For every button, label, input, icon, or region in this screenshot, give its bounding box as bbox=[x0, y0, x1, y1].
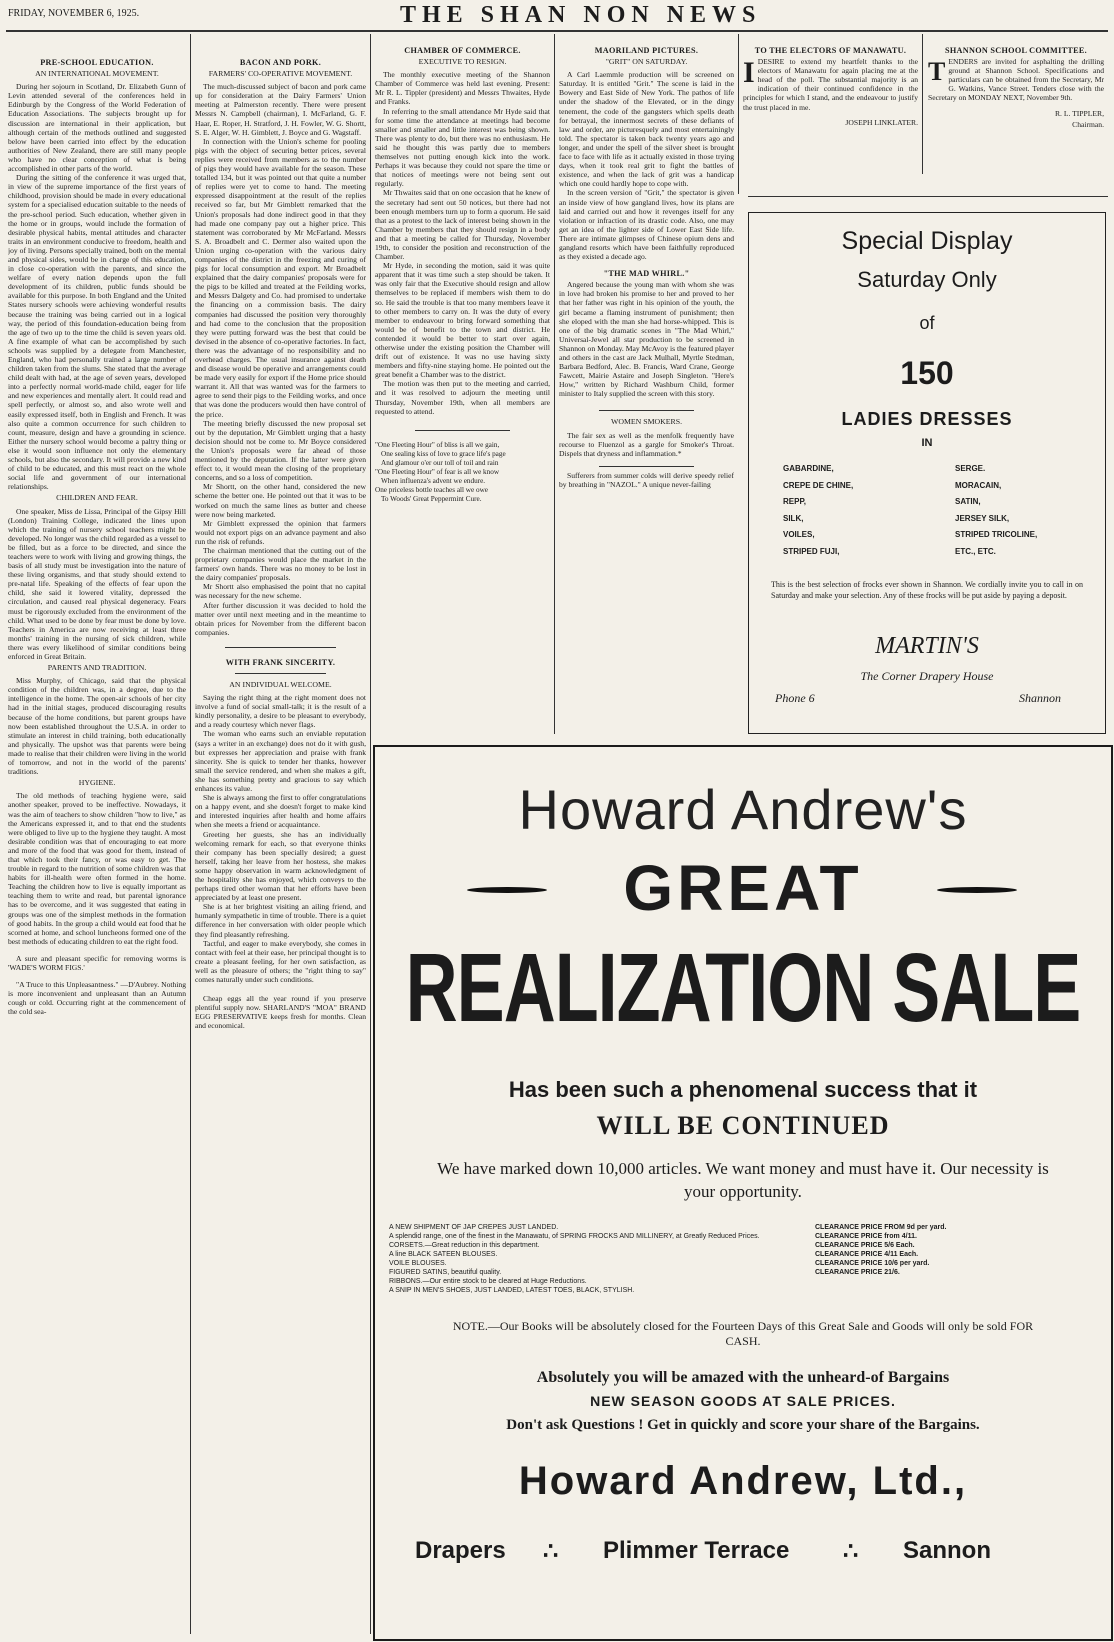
column-divider bbox=[554, 34, 555, 734]
fabric-list-right bbox=[955, 461, 1037, 560]
paragraph: The much-discussed subject of bacon and pork came up for consideration at the Dairy Farmers' Union meeting at Palmerston recently. There were present Messrs N. Campbell (chairman), I. McFarland, G. F. Haar, E. Roper, H. Stratford, J. H. Fowler, W. G. Shortt, S. E. Alger, W. H. Gimblett, J. Boyce and G. Wagstaff. bbox=[195, 82, 366, 137]
column-divider bbox=[370, 34, 371, 1634]
poem-line: "One Fleeting Hour" of fear is all we know bbox=[375, 467, 500, 476]
sale-price: CLEARANCE PRICE from 4/11. bbox=[815, 1233, 917, 1240]
masthead: THE SHAN NON NEWS bbox=[400, 2, 762, 28]
sale-item: CORSETS.—Great reduction in this department. bbox=[389, 1242, 540, 1249]
article-title: WITH FRANK SINCERITY. bbox=[225, 657, 336, 667]
sale-item: A line BLACK SATEEN BLOUSES. bbox=[389, 1251, 498, 1258]
article-chamber-of-commerce bbox=[375, 42, 550, 742]
sale-amazed: Absolutely you will be amazed with the unheard-of Bargains bbox=[536, 1369, 950, 1386]
sale-price: CLEARANCE PRICE FROM 9d per yard. bbox=[815, 1224, 947, 1231]
store-tagline: The Corner Drapery House bbox=[860, 669, 994, 683]
section-rule bbox=[748, 196, 1108, 197]
notice-title: TO THE ELECTORS OF MANAWATU. bbox=[754, 46, 907, 55]
poem-line: One sealing kiss of love to grace life's page bbox=[381, 449, 506, 458]
drop-cap: I bbox=[743, 56, 755, 90]
article-maoriland-pictures bbox=[559, 42, 734, 742]
advert-egg-preservative: Cheap eggs all the year round if you preserve plentiful supply now. SHARLAND'S "MOA" BRAND EGG PRESERVATIVE keeps fresh for months. Clean and economical. bbox=[195, 994, 366, 1031]
paragraph: Mr Shortt, on the other hand, considered the new scheme the better one. He pointed out that it was to be worked on much the same lines as butter and cheese were now being marketed. bbox=[195, 482, 366, 519]
sale-price: CLEARANCE PRICE 5/6 Each. bbox=[815, 1242, 915, 1249]
fabric-item: CREPE DE CHINE, bbox=[783, 480, 854, 490]
fabric-item: GABARDINE, bbox=[783, 464, 834, 473]
paragraph: The monthly executive meeting of the Shannon Chamber of Commerce was held last evening. Present: Mr R. L. Tippler (president) and Messrs Thwaites, Hyde and Franks. bbox=[375, 70, 550, 107]
paragraph: In connection with the Union's scheme for pooling pigs with the object of securing better prices, several replies were received from members as to the number of pigs they would have available for the season. These totalled 134, but it was pointed out that quite a number of replies were yet to come to hand. The meeting expressed disappointment at the result of the replies received so far, but Mr Gimblett remarked that the Union's proposals had done indirect good in that they had made one company pay out a higher price. This statement was corroborated by Mr McFarland. Messrs S. A. Broadbelt and C. Dermer also waited upon the Union urging co-operation with the various dairy companies of the district in the freezing and curing of pigs for local consumption and export. Mr Broadbelt explained that the dairy companies' proposals were for the pigs to be killed and treated at the Feilding works, and Messrs Dalgety and Co. had promised to undertake the financing on a commission basis. The dairy companies had discussed the position very thoroughly and had come to the conclusion that the proposition they were putting forward was the best that could be devised in the absence of co-operative factories. In fact, there was the advantage of no responsibility and no overhead charges. The usual insurance against death and disease would be operative and arrangements could be made very easily for export if the Home price should warrant it. All that was wanted was for the farmers to agree to send their pigs to the Feilding works, and once that was done the producers would then have control of the price. bbox=[195, 136, 366, 419]
article-subtitle: AN INTERNATIONAL MOVEMENT. bbox=[35, 69, 159, 79]
paragraph: Angered because the young man with whom she was in love had broken his promise to her and proved to her that her father was right in his opinion of the youth, the girl became a flaming instrument of punishment; then she eloped with the man she had horse-whipped. This is one of the big dramatic scenes in "The Mad Whirl," Universal-Jewel all star production to be screened in Shannon on Monday. May McAvoy is the featured player and others in the cast are Jack Mulhall, Myrtle Stedman, Barbara Bedford, Alec. B. Francis, Ward Crane, George Fawcett, Mairie Astaire and Joseph Singleton. "Here's How," written by Richard Washburn Child, former minister to Italy supplied the screen with this story. bbox=[559, 280, 734, 399]
notice-electors bbox=[743, 42, 918, 192]
paragraph: The motion was then put to the meeting and carried, and it was resolved to adjourn the meeting until Thursday, November 19th, when all members are requested to attend. bbox=[375, 379, 550, 416]
paragraph: A Carl Laemmle production will be screened on Saturday. It is entitled "Grit." The scene is laid in the Bowery and East Side of New York. The pathos of life under the shadow of the Elevated, or in the dingy tenement, the code of the gangsters which spells death for betrayal, the innermost secrets of these defiants of law and order, are picturesquely and most entertainingly told. The spectator is taken back twenty years ago and longer, and under the spell of the silver sheet is brought face to face with life as it actually existed in those trying days, when it took real grit to fight the battles of existence, and when the lack of grit was a handicap which one could hardly hope to cope with. bbox=[559, 70, 734, 189]
advert-worm-figs: A sure and pleasant specific for removing worms is 'WADE'S WORM FIGS.' bbox=[8, 953, 186, 972]
fabric-item: SATIN, bbox=[955, 497, 981, 506]
store-name: Howard Andrew's bbox=[518, 778, 968, 841]
advert-heading: LADIES DRESSES bbox=[841, 409, 1013, 429]
advert-note: This is the best selection of frocks ever shown in Shannon. We cordially invite you to call in on Saturday and make your selection. Any of these frocks will be put aside by paying a deposit. bbox=[771, 580, 1083, 600]
article-title: CHAMBER OF COMMERCE. bbox=[404, 46, 521, 55]
paragraph: Saying the right thing at the right moment does not involve a fund of social small-talk; it is the result of a kindly personality, a desire to be pleasant to everybody, and a ready courtesy which never flags. bbox=[195, 693, 366, 730]
paragraph: During her sojourn in Scotland, Dr. Elizabeth Gunn of Levin attended several of the conferences held in Edinburgh by the Congress of the World Federation of Education Associations. The subjects brought up for discussion are international in their application, but although certain of the methods outlined and suggested below have been carried into effect by the education authorities of New Zealand, there are still many people who have no clear conception of what is being accomplished in other parts of the world. bbox=[8, 82, 186, 174]
paragraph: She is at her brightest visiting an ailing friend, and humanly sympathetic in time of trouble. There is a quiet difference in her conversation with older people which they find pleasantly refreshing. bbox=[195, 902, 366, 939]
article-separator bbox=[415, 430, 510, 431]
firm-town: Sannon bbox=[903, 1537, 991, 1564]
separator-glyph: ∴ bbox=[543, 1539, 559, 1565]
poem-line: "One Fleeting Hour" of bliss is all we gain, bbox=[375, 440, 500, 449]
sale-success: Has been such a phenomenal success that it bbox=[508, 1077, 978, 1102]
fabric-item: SERGE. bbox=[955, 464, 986, 473]
sale-continued: WILL BE CONTINUED bbox=[596, 1111, 890, 1140]
sale-marked-down: We have marked down 10,000 articles. We want money and must have it. Our necessity is your opportunity. bbox=[437, 1159, 1049, 1201]
sale-great: GREAT bbox=[623, 852, 863, 924]
sale-price: CLEARANCE PRICE 21/6. bbox=[815, 1269, 900, 1276]
fabric-item: JERSEY SILK, bbox=[955, 513, 1010, 523]
paragraph: The meeting briefly discussed the new proposal set out by the deputation, Mr Gimblett urging that a hasty decision should not be come to. Mr Boyce considered the Union's proposals were far ahead of those mentioned by the deputation. If the latter were given effect to, it would mean the closing of the proprietary concerns, and so a loss of competition. bbox=[195, 418, 366, 483]
paragraph: The woman who earns such an enviable reputation (says a writer in an exchange) does not do it with gush, but expresses her appreciation and praise with frank sincerity. She is quick to tender her thanks, however small the service rendered, and when she makes a gift, she has something pretty and gracious to say which enhances its value. bbox=[195, 729, 366, 794]
notice-school-committee bbox=[928, 42, 1104, 192]
advert-text: IN bbox=[921, 437, 933, 449]
separator-glyph: ∴ bbox=[843, 1539, 859, 1565]
poem-line: To Woods' Great Peppermint Cure. bbox=[381, 494, 482, 503]
firm-name: Howard Andrew, Ltd., bbox=[518, 1459, 968, 1503]
paragraph: Mr Thwaites said that on one occasion that he knew of the secretary had sent out 50 notices, but there had not been enough members turn up to form a quorum. He said that as a protest to the lack of interest being shown in the Chamber by members that they should resign in a body and that a meeting be called for Thursday, November 19th, to consider the position and reconstruction of the Chamber. bbox=[375, 188, 550, 262]
paragraph: The old methods of teaching hygiene were, said another speaker, proved to be ineffective. Nowadays, it was the aim of teachers to show children "how to live," as the Americans expressed it, and to that end the students were obliged to live up to the hygiene they taught. A most desirable condition was that of encouraging to eat more and more of the food that was good for them, instead of that which took their fancy, or was easy to get. The trouble in regard to the nutrition of some children was that habits for ill-health were often formed in the home. Teaching the children how to live is equally important as teaching them to write and read, but parental ignorance has to be overcome, and it was suggested that eating in groups was one of the simplest methods in the formation of good habits. In the group a child would eat food that he scorned at home, and school luncheons formed one of the best methods of educating children to eat the right food. bbox=[8, 791, 186, 946]
notice-title: SHANNON SCHOOL COMMITTEE. bbox=[945, 46, 1087, 55]
sale-dont-ask: Don't ask Questions ! Get in quickly and score your share of the Bargains. bbox=[506, 1417, 980, 1433]
paragraph: One speaker, Miss de Lissa, Principal of the Gipsy Hill (London) Training College, indicated the lines upon which the training of nursery school teachers might be developed. No longer was the child regarded as a vessel to be filled, but as a force to be directed, and since the teachers were to work with living and growing things, the basis of all study must be investigation into the nature of these living organisms, and that study should extend to pre-natal life. Speaking of the effects of fear upon the child, she said it lowered vitality, depressed the circulation, and caused real physical degeneracy. Fears must be rigorously excluded from the environment of the child. What used to be done by fear must be done by love. Teachers in America are now receiving at least three months' training in the nursing of sick children, while there was every likelihood of similar conditions being enforced in Great Britain. bbox=[8, 506, 186, 661]
drop-cap: T bbox=[928, 57, 946, 87]
fabric-list-left bbox=[783, 461, 853, 560]
advert-realization-sale bbox=[373, 745, 1113, 1641]
dress-count: 150 bbox=[900, 355, 954, 391]
article-title: WOMEN SMOKERS. bbox=[610, 417, 683, 427]
notice-signature-title: Chairman. bbox=[1072, 119, 1104, 129]
store-phone: Phone 6 bbox=[775, 691, 815, 705]
advert-heading: Special Display bbox=[841, 227, 1013, 255]
paragraph: The fair sex as well as the menfolk frequently have recourse to Fluenzol as a gargle for Smoker's Throat. Dispels that dryness and inflammation.* bbox=[559, 430, 734, 458]
article-subtitle: "GRIT" ON SATURDAY. bbox=[605, 57, 688, 67]
article-title: BACON AND PORK. bbox=[239, 58, 322, 67]
article-subtitle: FARMERS' CO-OPERATIVE MOVEMENT. bbox=[208, 69, 353, 79]
fabric-item: MORACAIN, bbox=[955, 480, 1002, 490]
sale-item: VOILE BLOUSES. bbox=[389, 1260, 447, 1267]
article-separator bbox=[225, 647, 336, 648]
paragraph: Tactful, and eager to make everybody, she comes in contact with feel at their ease, her principal thought is to create a pleasant feeling, for her own satisfaction, as well as the pleasure of others; the "right thing to say" comes naturally under such conditions. bbox=[195, 938, 366, 984]
fabric-item: SILK, bbox=[783, 513, 804, 523]
sale-item: RIBBONS.—Our entire stock to be cleared at Huge Reductions. bbox=[389, 1278, 587, 1285]
sale-price: CLEARANCE PRICE 4/11 Each. bbox=[815, 1251, 919, 1258]
advert-heading: Saturday Only bbox=[857, 267, 997, 292]
paragraph: She is always among the first to offer congratulations on a happy event, and she doesn't forget to make kind and interested inquiries after health and home affairs when she meets a friend or acquaintance. bbox=[195, 793, 366, 830]
paragraph: Mr Gimblett expressed the opinion that farmers would not export pigs on an advance payment and also run the risk of refunds. bbox=[195, 518, 366, 546]
advert-nazol: Sufferers from summer colds will derive speedy relief by breathing in "NAZOL." A unique never-failing bbox=[559, 470, 734, 489]
article-bacon-and-pork bbox=[195, 54, 366, 1639]
paragraph: Greeting her guests, she has an individually welcoming remark for each, so that everyone thinks their company has been specially desired; a guest herself, taking her leave from her hostess, she makes some happy observation in warm acknowledgment of the hospitality she has enjoyed, which conveys to the perhaps tired other woman that her efforts have been appreciated by at least one present. bbox=[195, 829, 366, 903]
sale-note: NOTE.—Our Books will be absolutely closed for the Fourteen Days of this Great Sale and Goods will only be sold FOR CASH. bbox=[452, 1319, 1034, 1348]
sale-item: A splendid range, one of the finest in the Manawatu, of SPRING FROCKS AND MILLINERY, at Greatly Reduced Prices. bbox=[389, 1233, 760, 1240]
fabric-item: STRIPED TRICOLINE, bbox=[955, 530, 1038, 539]
paragraph: The chairman mentioned that the cutting out of the proprietary companies would place the market in the farmers' own hands. There was no money to be lost in the dairy companies' proposals. bbox=[195, 545, 366, 583]
notice-signature: JOSEPH LINKLATER. bbox=[845, 117, 918, 127]
sale-item: A SNIP IN MEN'S SHOES, JUST LANDED, LATEST TOES, BLACK, STYLISH. bbox=[389, 1287, 635, 1294]
paragraph: In the screen version of "Grit," the spectator is given an inside view of how gangland lives, how its plans are laid and carried out and how it revenges itself for any violation or infraction of its drastic code. Also, one may get an idea of the lighter side of Lower East Side life. There are intimate glimpses of Chinese opium dens and gangland resorts which have been faithfully reproduced as they existed a decade ago. bbox=[559, 188, 734, 262]
poem-line: One priceless bottle teaches all we owe bbox=[375, 485, 488, 494]
paragraph: In referring to the small attendance Mr Hyde said that for some time the attendance at meetings had become smaller and smaller and little interest was being shown. There was plenty to do, but there was no enthusiasm. He said he thought this was partly due to members themselves not putting enough kick into the work. Perhaps it was because they could not spare the time or that notices of meetings were not being sent out regularly. bbox=[375, 106, 550, 189]
advert-peppermint-cure bbox=[375, 441, 550, 504]
article-title: PRE-SCHOOL EDUCATION. bbox=[40, 58, 154, 67]
poem-line: When influenza's advent we endure. bbox=[381, 476, 486, 485]
paragraph: Mr Shortt also emphasised the point that no capital was necessary for the new scheme. bbox=[195, 582, 366, 601]
issue-date: FRIDAY, NOVEMBER 6, 1925. bbox=[8, 8, 140, 19]
notice-body: DESIRE to extend my heartfelt thanks to the electors of Manawatu for again placing me at the head of the poll. The substantial majority is an indication of their continued confidence in the principles for which I stand, and the endeavour to justify the trust placed in me. bbox=[743, 57, 918, 112]
column-divider bbox=[738, 34, 739, 194]
article-separator bbox=[599, 410, 694, 411]
fabric-item: STRIPED FUJI, bbox=[783, 546, 840, 556]
sale-new-season: NEW SEASON GOODS AT SALE PRICES. bbox=[590, 1393, 896, 1409]
notice-signature: R. L. TIPPLER, bbox=[1054, 108, 1104, 118]
paragraph: Miss Murphy, of Chicago, said that the physical condition of the children was, in a degree, due to the intelligence in the home. The open-air schools of her city had in the initial stages, produced discouraging results because of the home conditions, but parent groups have now been established throughout the U.S.A. in order to stimulate an interest in child training, both educationally and physically. The upshot was that parents were being made to realise that their children were living in the world of tomorrow, and not in the world of the parents' traditions. bbox=[8, 676, 186, 777]
paragraph: Mr Hyde, in seconding the motion, said it was quite apparent that it was time such a step should be taken. It was only fair that the Executive should resign and allow themselves to be replaced if members wish them to do so. He said the trouble is that too many members leave it to other members to carry on. It was the duty of every member to endeavour to bring forward something that would be of benefit to the town and district. He contended it would be better to start over again, otherwise under the existing position the Chamber will drift out of existence. It was no use having sixty members and fifty-nine staying home. He pointed out the great benefit a Chamber was to the district. bbox=[375, 261, 550, 380]
store-name: MARTIN'S bbox=[875, 633, 979, 659]
firm-drapers: Drapers bbox=[415, 1537, 506, 1564]
fabric-item: ETC., ETC. bbox=[955, 546, 996, 556]
advert-autumn-cough: "A Truce to this Unpleasantness." —D'Aubrey. Nothing is more inconvenient and unpleasant than an Autumn cough or cold. Occurring right at the commencement of the cold sea- bbox=[8, 980, 186, 1017]
section-heading: CHILDREN AND FEAR. bbox=[56, 493, 138, 503]
advert-text: of bbox=[919, 313, 935, 333]
article-title: "THE MAD WHIRL." bbox=[603, 269, 690, 279]
article-preschool-education bbox=[8, 54, 186, 1639]
masthead-rule bbox=[6, 30, 1108, 32]
sale-item: A NEW SHIPMENT OF JAP CREPES JUST LANDED. bbox=[389, 1224, 559, 1231]
column-divider bbox=[922, 34, 923, 174]
sale-price-list bbox=[815, 1223, 1105, 1277]
firm-street: Plimmer Terrace bbox=[603, 1537, 790, 1564]
fabric-item: REPP, bbox=[783, 497, 806, 506]
article-title: MAORILAND PICTURES. bbox=[594, 46, 699, 55]
paragraph: During the sitting of the conference it was urged that, in view of the supreme importance of the first years of childhood, provision should be made in every educational system for a specialised education suitable to the needs of the pre-school period. Such education, whether given in the home or in groups, would include the formation of desirable physical habits, mental attitudes and character traits in an environment conducive to freedom, health and joy of living. Persons specially trained, both on the mental and physical sides, would be in charge of this education, in close co-operation with the parents, and since the welfare of every nation depends upon the full development of its children, public funds should be available for this purpose. In both England and the United States nursery schools were achieving wonderful results because the training was being carried out in a logical way, the period of this foundation-education being from the age of two up to the time the child is seven years old. A fine example of what can be accomplished by such schools was supplied by a delegate from Manchester, England, who had personally trained a large number of children taken from the slums. She stated that the average child dealt with had, at the age of seven years, developed into a perfectly normal world-made child, eager for life and new experiences and mentally alert. It could read and spell perfectly, or almost so, and also wrote well and easily expressed itself, both in English and French. It was also quite a common occurrence for such children to count, measure, design and have a grounding in science. Either the nursery school would become a paltry thing or else it would soon influence not only the elementary schools, but also the secondary. It will provide a new kind of child to be educated, and this must react on the whole social life and government of our international relationships. bbox=[8, 173, 186, 492]
article-separator bbox=[235, 673, 326, 674]
section-heading: PARENTS AND TRADITION. bbox=[47, 663, 147, 673]
sale-title: REALIZATION SALE bbox=[405, 934, 1081, 1043]
column-divider bbox=[190, 34, 191, 1634]
paragraph: After further discussion it was decided to hold the matter over until next meeting and in the meantime to obtain prices for November from the different bacon companies. bbox=[195, 600, 366, 637]
store-town: Shannon bbox=[1019, 691, 1061, 705]
fabric-item: VOILES, bbox=[783, 530, 815, 539]
advert-special-display bbox=[748, 212, 1106, 734]
article-subtitle: AN INDIVIDUAL WELCOME. bbox=[229, 680, 332, 689]
article-separator bbox=[599, 466, 694, 467]
poem-line: And glamour o'er our toll of toil and rain bbox=[381, 458, 499, 467]
section-heading: HYGIENE. bbox=[78, 778, 116, 788]
sale-item: FIGURED SATINS, beautiful quality. bbox=[389, 1269, 502, 1276]
sale-item-list bbox=[389, 1223, 809, 1295]
article-subtitle: EXECUTIVE TO RESIGN. bbox=[418, 57, 507, 67]
sale-price: CLEARANCE PRICE 10/6 per yard. bbox=[815, 1260, 930, 1267]
notice-body: ENDERS are invited for asphalting the drilling ground at Shannon School. Specifications and particulars can be obtained from the Secretary, Mr G. Watkins, Vance Street. Tenders close with the Secretary on MONDAY NEXT, November 9th. bbox=[928, 57, 1104, 103]
